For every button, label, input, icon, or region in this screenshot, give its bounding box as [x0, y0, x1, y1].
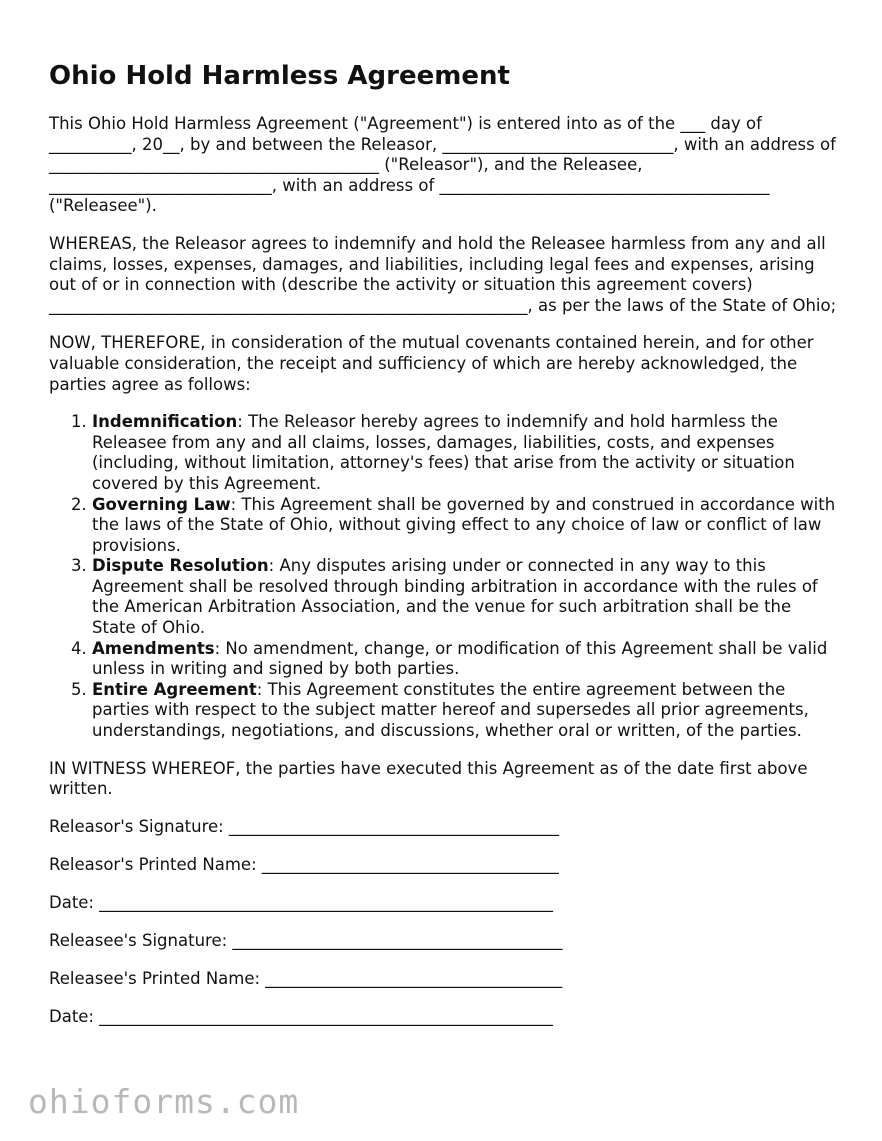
clause-text: : No amendment, change, or modification of this Agreement shall be valid unless in writing and signed by both parties.	[92, 638, 828, 679]
clause-term: Governing Law	[92, 494, 231, 514]
clause-item	[92, 412, 839, 494]
document-title: Ohio Hold Harmless Agreement	[49, 61, 510, 91]
clause-term: Indemnification	[92, 412, 238, 432]
clause-text: : This Agreement constitutes the entire agreement between the parties with respect to the subject matter hereof and supersedes all prior agreements, understandings, negotiations, and discussions, whether oral or written, of the parties.	[92, 679, 809, 741]
clause-item	[92, 556, 839, 638]
watermark-text: ohioforms.com	[28, 1082, 300, 1121]
intro-paragraph: This Ohio Hold Harmless Agreement ("Agreement") is entered into as of the ___ day of __________, 20__, by and between the Releasor, ____________________________, with an address of ________________________________________ ("Releasor"), and the Releasee, ___________________________, with an address of ________________________________________ ("Releasee").	[49, 114, 836, 216]
releasor-date-line: Date: _______________________________________________________	[49, 892, 553, 912]
clause-term: Dispute Resolution	[92, 556, 269, 576]
clause-term: Amendments	[92, 638, 215, 658]
clause-item	[92, 495, 839, 557]
clause-text: : The Releasor hereby agrees to indemnify and hold harmless the Releasee from any and all claims, losses, damages, liabilities, costs, and expenses (including, without limitation, attorney's fees) that arise from the activity or situation covered by this Agreement.	[92, 412, 795, 493]
document-page	[49, 58, 839, 1045]
now-therefore-paragraph: NOW, THEREFORE, in consideration of the mutual covenants contained herein, and for other valuable consideration, the receipt and sufficiency of which are hereby acknowledged, the parties agree as follows:	[49, 333, 814, 394]
clause-item	[92, 680, 839, 742]
clause-term: Entire Agreement	[92, 679, 257, 699]
clause-text: : This Agreement shall be governed by and construed in accordance with the laws of the State of Ohio, without giving effect to any choice of law or conflict of law provisions.	[92, 494, 836, 555]
witness-paragraph: IN WITNESS WHEREOF, the parties have executed this Agreement as of the date first above written.	[49, 758, 808, 799]
releasee-printed-name-line: Releasee's Printed Name: ____________________________________	[49, 968, 563, 988]
releasee-date-line: Date: _______________________________________________________	[49, 1006, 553, 1026]
whereas-paragraph: WHEREAS, the Releasor agrees to indemnify and hold the Releasee harmless from any and all claims, losses, expenses, damages, and liabilities, including legal fees and expenses, arising out of or in connection with (describe the activity or situation this agreement covers) __________________________________________________________, as per the laws of the State of Ohio;	[49, 233, 837, 315]
releasor-signature-line: Releasor's Signature: ________________________________________	[49, 816, 559, 836]
releasee-signature-line: Releasee's Signature: ________________________________________	[49, 930, 563, 950]
clause-item	[92, 639, 839, 680]
releasor-printed-name-line: Releasor's Printed Name: ____________________________________	[49, 854, 559, 874]
clauses-list	[49, 412, 839, 742]
clause-text: : Any disputes arising under or connected in any way to this Agreement shall be resolved through binding arbitration in accordance with the rules of the American Arbitration Association, and the venue for such arbitration shall be the State of Ohio.	[92, 556, 818, 638]
